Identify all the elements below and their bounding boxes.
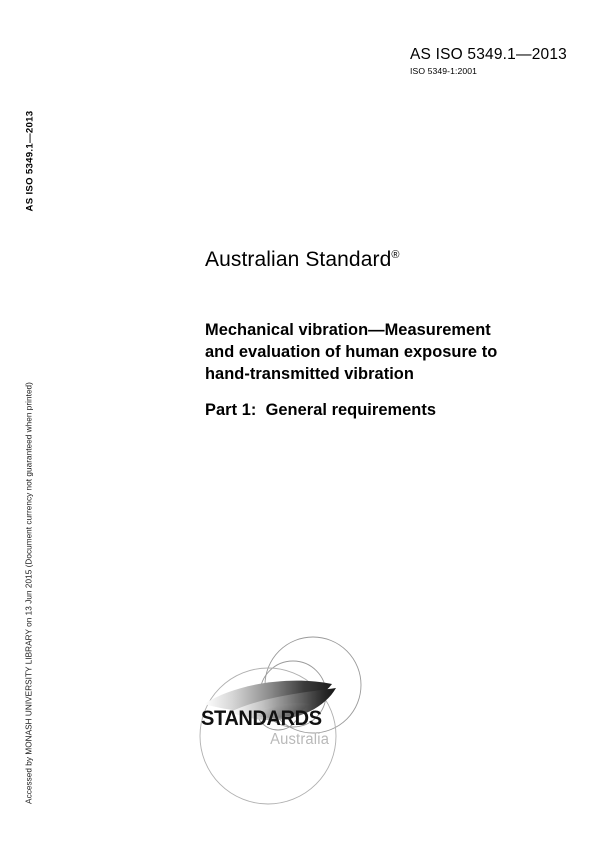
- page-title-line-2: and evaluation of human exposure to: [205, 342, 498, 361]
- page-title-line-3: hand-transmitted vibration: [205, 364, 414, 383]
- brand-label: Australian Standard: [205, 248, 392, 271]
- spine-designation: [0, 96, 60, 226]
- standard-number-source: ISO 5349-1:2001: [410, 65, 477, 76]
- page-title: [205, 320, 545, 385]
- standard-number-header: [410, 46, 567, 77]
- standards-australia-logo: [190, 626, 390, 816]
- access-notice: [0, 382, 244, 804]
- logo-secondary-text: Australia: [270, 730, 330, 748]
- access-notice-label: Accessed by MONASH UNIVERSITY LIBRARY on 13 Jun 2015 (Document currency not guaranteed when printed): [24, 382, 34, 804]
- spine-designation-label: AS ISO 5349.1—2013: [24, 110, 36, 212]
- page-subtitle-part: Part 1: General requirements: [205, 401, 437, 419]
- standard-number-primary: AS ISO 5349.1—2013: [410, 46, 567, 63]
- registered-trademark-icon: ®: [391, 249, 400, 261]
- logo-wordmark: [201, 708, 331, 747]
- page-title-line-1: Mechanical vibration—Measurement: [205, 321, 491, 339]
- logo-primary-text: STANDARDS: [201, 706, 322, 730]
- brand-line: [205, 248, 400, 272]
